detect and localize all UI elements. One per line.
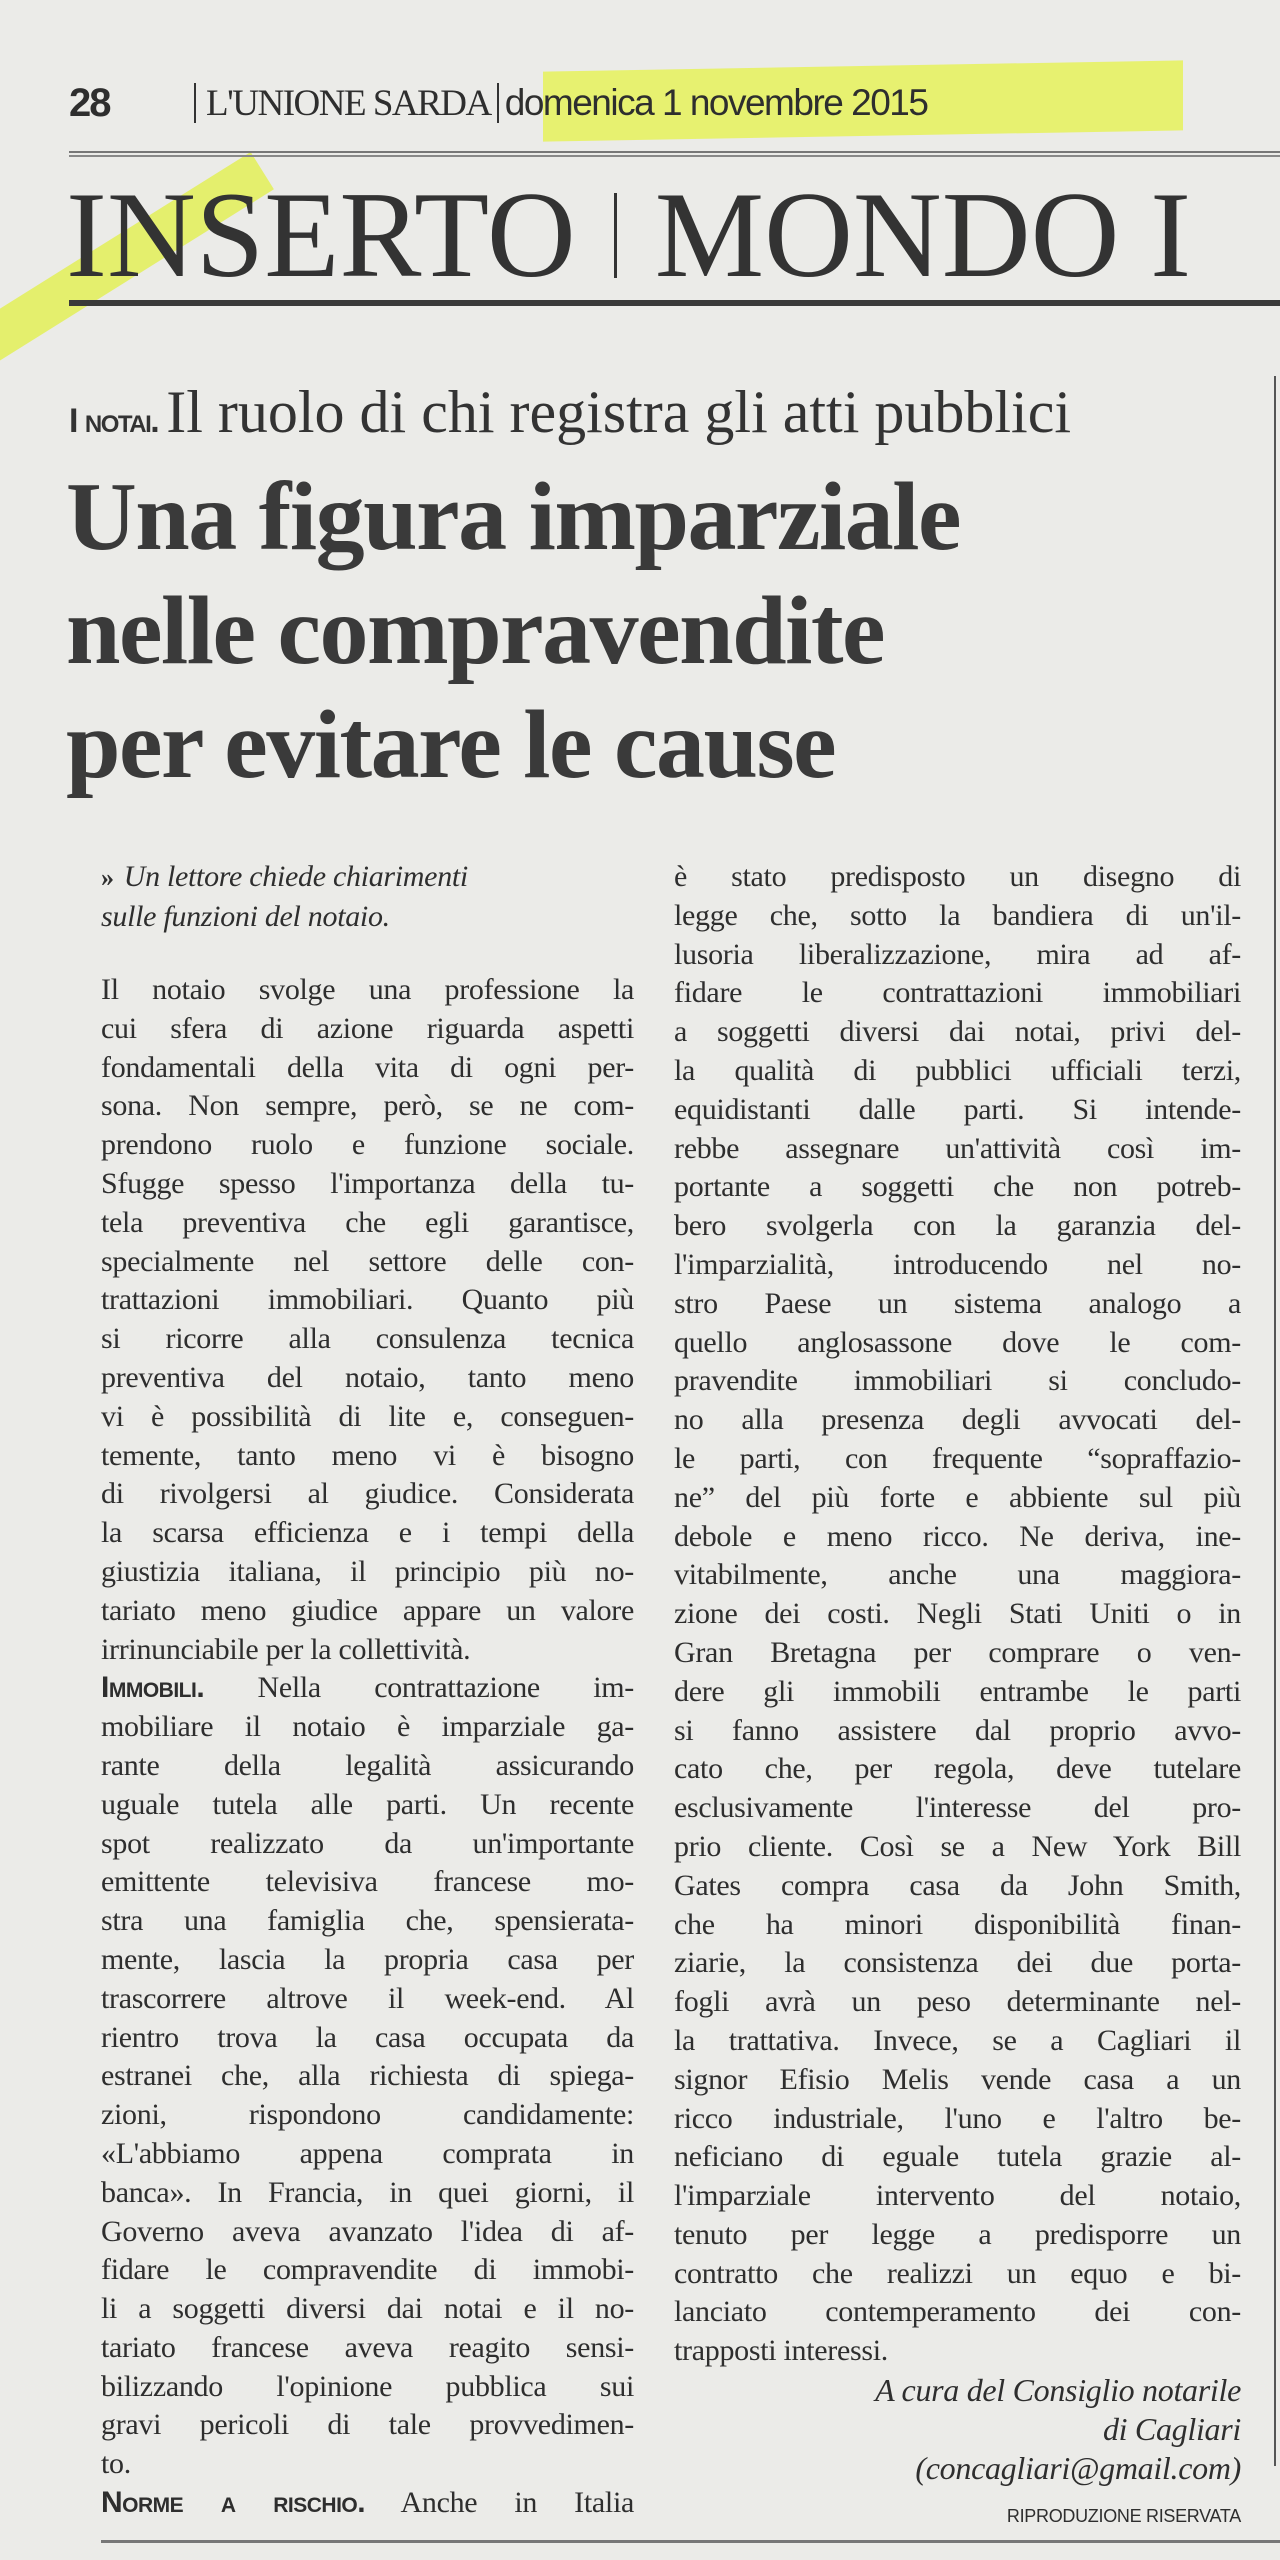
text-line <box>101 1165 634 1204</box>
line-text: ziarie, la consistenza dei due porta- <box>674 1946 1241 1980</box>
kicker-label: I notai. <box>69 402 159 440</box>
text-line <box>101 1359 634 1398</box>
line-text: sona. Non sempre, però, se ne com- <box>101 1089 634 1123</box>
line-text: signor Efisio Melis vende casa a un <box>674 2062 1241 2096</box>
text-line <box>674 1712 1241 1751</box>
line-text: tela preventiva che egli garantisce, <box>101 1205 634 1239</box>
column-rule <box>1274 376 1276 2466</box>
line-text: l'imparziale intervento del notaio, <box>674 2179 1241 2213</box>
line-text: Anche in Italia <box>365 2486 635 2520</box>
section-title-right: MONDO I <box>654 172 1192 297</box>
line-text: bilizzando l'opinione pubblica sui <box>101 2369 634 2403</box>
line-text: lanciato contemperamento dei con- <box>674 2295 1241 2329</box>
line-text: giustizia italiana, il principio più no- <box>101 1554 634 1588</box>
text-line <box>674 936 1241 975</box>
text-line <box>674 2216 1241 2255</box>
line-text: stra una famiglia che, spensierata- <box>101 1904 634 1938</box>
divider <box>194 83 196 123</box>
page-header <box>69 78 927 128</box>
line-text: vitabilmente, anche una maggiora- <box>674 1558 1241 1592</box>
text-line <box>674 2177 1241 2216</box>
section-rule <box>69 300 1280 306</box>
signature-line: A cura del Consiglio notarile <box>875 2372 1241 2409</box>
text-line <box>101 1825 634 1864</box>
line-text: esclusivamente l'interesse del pro- <box>674 1791 1241 1825</box>
line-text: mobiliare il notaio è imparziale ga- <box>101 1710 634 1744</box>
text-line <box>101 2484 634 2523</box>
text-line <box>674 1207 1241 1246</box>
text-line <box>674 1479 1241 1518</box>
issue-date: domenica 1 novembre 2015 <box>504 82 928 123</box>
text-line <box>674 1556 1241 1595</box>
line-text: trattazioni immobiliari. Quanto più <box>101 1283 634 1317</box>
line-text: zione dei costi. Negli Stati Uniti o in <box>674 1597 1241 1631</box>
text-line <box>101 1863 634 1902</box>
line-text: trascorrere altrove il week-end. Al <box>101 1981 634 2015</box>
text-line <box>674 1595 1241 1634</box>
line-text: tariato meno giudice appare un valore <box>101 1593 634 1627</box>
text-line <box>101 1747 634 1786</box>
text-line <box>674 1013 1241 1052</box>
line-text: li a soggetti diversi dai notai e il no- <box>101 2292 634 2326</box>
text-line <box>674 1828 1241 1867</box>
text-line <box>674 2100 1241 2139</box>
text-line <box>674 858 1241 897</box>
text-line <box>101 2445 634 2484</box>
line-text: estranei che, alla richiesta di spiega- <box>101 2059 634 2093</box>
divider <box>497 83 499 123</box>
text-line <box>101 2174 634 2213</box>
line-text: quello anglosassone dove le com- <box>674 1325 1241 1359</box>
text-line <box>101 1941 634 1980</box>
headline-line: Una figura imparziale <box>66 463 960 571</box>
line-text: mente, lascia la propria casa per <box>101 1942 634 1976</box>
text-line <box>101 2019 634 2058</box>
line-text: la scarsa efficienza e i tempi della <box>101 1516 634 1550</box>
text-line <box>101 2329 634 2368</box>
copyright-notice: RIPRODUZIONE RISERVATA <box>1006 2506 1241 2527</box>
text-line <box>101 2406 634 2445</box>
line-text: stro Paese un sistema analogo a <box>674 1286 1241 1320</box>
text-line <box>101 2213 634 2252</box>
line-text: legge che, sotto la bandiera di un'il- <box>674 898 1241 932</box>
text-line <box>101 1126 634 1165</box>
line-text: Gran Bretagna per comprare o ven- <box>674 1635 1241 1669</box>
text-line <box>101 1902 634 1941</box>
line-text: vi è possibilità di lite e, conseguen- <box>101 1399 634 1433</box>
text-line <box>674 1440 1241 1479</box>
text-line <box>101 2290 634 2329</box>
line-text: le parti, con frequente “sopraffazio- <box>674 1441 1241 1475</box>
article-intro <box>101 858 634 937</box>
line-text: a soggetti diversi dai notai, privi del- <box>674 1015 1241 1049</box>
headline <box>66 460 1256 802</box>
text-line <box>674 2255 1241 2294</box>
text-line <box>101 1243 634 1282</box>
line-text: la trattativa. Invece, se a Cagliari il <box>674 2023 1241 2057</box>
line-text: uguale tutela alle parti. Un recente <box>101 1787 634 1821</box>
line-text: pravendite immobiliari si concludo- <box>674 1364 1241 1398</box>
text-line <box>101 2096 634 2135</box>
header-rule <box>69 151 1280 157</box>
signature-line: di Cagliari <box>1102 2410 1241 2447</box>
text-line <box>674 974 1241 1013</box>
line-text: è stato predisposto un disegno di <box>674 860 1241 893</box>
text-line <box>674 1750 1241 1789</box>
line-text: fogli avrà un peso determinante nel- <box>674 1985 1241 2019</box>
text-line <box>101 2057 634 2096</box>
text-line <box>101 1669 634 1708</box>
text-line <box>674 2332 1241 2371</box>
line-text: preventiva del notaio, tanto meno <box>101 1360 634 1394</box>
line-text: rientro trova la casa occupata da <box>101 2020 634 2054</box>
text-line <box>674 1401 1241 1440</box>
line-text: Sfugge spesso l'importanza della tu- <box>101 1166 634 1200</box>
text-line <box>101 2368 634 2407</box>
divider <box>614 193 617 278</box>
paragraph-lead: Norme a rischio. <box>101 2486 366 2520</box>
text-line <box>674 1168 1241 1207</box>
section-title <box>66 172 1280 297</box>
text-line <box>674 1906 1241 1945</box>
text-line <box>101 1514 634 1553</box>
line-text: la qualità di pubblici ufficiali terzi, <box>674 1053 1241 1087</box>
line-text: spot realizzato da un'importante <box>101 1826 634 1860</box>
line-text: Nella contrattazione im- <box>204 1671 634 1705</box>
text-line <box>674 1324 1241 1363</box>
line-text: che ha minori disponibilità finan- <box>674 1907 1241 1941</box>
text-line <box>674 1789 1241 1828</box>
text-line <box>674 1246 1241 1285</box>
line-text: banca». In Francia, in quei giorni, il <box>101 2175 634 2209</box>
text-line <box>674 1944 1241 1983</box>
text-line <box>101 1281 634 1320</box>
text-line <box>674 1867 1241 1906</box>
line-text: fidare le compravendite di immobi- <box>101 2253 634 2287</box>
text-line <box>674 1518 1241 1557</box>
line-text: rante della legalità assicurando <box>101 1748 634 1782</box>
text-line <box>674 2293 1241 2332</box>
line-text: tenuto per legge a predisporre un <box>674 2217 1241 2251</box>
text-line <box>101 1320 634 1359</box>
line-text: equidistanti dalle parti. Si intende- <box>674 1092 1241 1126</box>
text-line <box>101 2135 634 2174</box>
line-text: to. <box>101 2447 131 2481</box>
line-text: temente, tanto meno vi è bisogno <box>101 1438 634 1472</box>
text-line <box>674 1285 1241 1324</box>
line-text: Gates compra casa da John Smith, <box>674 1868 1241 1902</box>
line-text: Governo aveva avanzato l'idea di af- <box>101 2214 634 2248</box>
bottom-rule <box>101 2540 1280 2543</box>
double-arrow-icon: » <box>101 863 114 892</box>
line-text: prio cliente. Così se a New York Bill <box>674 1829 1241 1863</box>
section-title-left: INSERTO <box>66 172 576 297</box>
line-text: specialmente nel settore delle con- <box>101 1244 634 1278</box>
line-text: irrinunciabile per la collettività. <box>101 1632 471 1666</box>
text-line <box>674 1091 1241 1130</box>
text-line <box>101 1087 634 1126</box>
line-text: trapposti interessi. <box>674 2334 888 2368</box>
text-line <box>674 2138 1241 2177</box>
text-line <box>674 1052 1241 1091</box>
text-line <box>674 897 1241 936</box>
line-text: debole e meno ricco. Ne deriva, ine- <box>674 1519 1241 1553</box>
line-text: si fanno assistere dal proprio avvo- <box>674 1713 1241 1747</box>
text-line <box>674 1673 1241 1712</box>
line-text: fondamentali della vita di ogni per- <box>101 1050 634 1084</box>
text-line <box>101 1049 634 1088</box>
text-line <box>101 1631 634 1670</box>
newspaper-name: L'UNIONE SARDA <box>206 82 491 124</box>
line-text: rebbe assegnare un'attività così im- <box>674 1131 1241 1165</box>
text-line <box>101 1980 634 2019</box>
line-text: tariato francese aveva reagito sensi- <box>101 2330 634 2364</box>
page-number: 28 <box>69 80 110 125</box>
text-line <box>101 1398 634 1437</box>
article-column-left <box>101 971 634 2523</box>
line-text: «L'abbiamo appena comprata in <box>101 2136 634 2170</box>
intro-line: Un lettore chiede chiarimenti <box>123 860 468 893</box>
line-text: gravi pericoli di tale provvedimen- <box>101 2408 634 2442</box>
line-text: ricco industriale, l'uno e l'altro be- <box>674 2101 1241 2135</box>
text-line <box>674 2022 1241 2061</box>
line-text: Il notaio svolge una professione la <box>101 973 634 1006</box>
article-column-right <box>674 858 1241 2531</box>
text-line <box>674 1634 1241 1673</box>
text-line <box>101 1786 634 1825</box>
text-line <box>101 2251 634 2290</box>
text-line <box>101 1010 634 1049</box>
line-text: bero svolgerla con la garanzia del- <box>674 1209 1241 1243</box>
headline-line: per evitare le cause <box>66 691 836 799</box>
text-line <box>101 1204 634 1243</box>
line-text: dere gli immobili entrambe le parti <box>674 1674 1241 1708</box>
kicker-text: Il ruolo di chi registra gli atti pubblici <box>166 379 1072 445</box>
text-line <box>674 1983 1241 2022</box>
line-text: cato che, per regola, deve tutelare <box>674 1752 1241 1786</box>
text-line <box>101 1437 634 1476</box>
text-line <box>674 1362 1241 1401</box>
line-text: fidare le contrattazioni immobiliari <box>674 976 1241 1010</box>
text-line <box>674 2061 1241 2100</box>
signature-email: (concagliari@gmail.com) <box>915 2449 1241 2486</box>
line-text: zioni, rispondono candidamente: <box>101 2098 634 2132</box>
text-line <box>101 971 634 1010</box>
intro-line: sulle funzioni del notaio. <box>101 899 390 933</box>
line-text: lusoria liberalizzazione, mira ad af- <box>674 937 1241 971</box>
text-line <box>101 1708 634 1747</box>
line-text: portante a soggetti che non potreb- <box>674 1170 1241 1204</box>
line-text: emittente televisiva francese mo- <box>101 1865 634 1899</box>
text-line <box>101 1553 634 1592</box>
text-line <box>101 1592 634 1631</box>
line-text: neficiano di eguale tutela grazie al- <box>674 2140 1241 2174</box>
line-text: l'imparzialità, introducendo nel no- <box>674 1247 1241 1281</box>
paragraph-lead: Immobili. <box>101 1671 205 1705</box>
line-text: cui sfera di azione riguarda aspetti <box>101 1011 634 1045</box>
line-text: contratto che realizzi un equo e bi- <box>674 2256 1241 2290</box>
text-line <box>674 1130 1241 1169</box>
text-line <box>101 1475 634 1514</box>
line-text: ne” del più forte e abbiente sul più <box>674 1480 1241 1514</box>
kicker <box>69 380 1071 453</box>
headline-line: nelle compravendite <box>66 577 884 685</box>
line-text: no alla presenza degli avvocati del- <box>674 1403 1241 1437</box>
line-text: di rivolgersi al giudice. Considerata <box>101 1477 634 1511</box>
line-text: prendono ruolo e funzione sociale. <box>101 1128 634 1162</box>
line-text: si ricorre alla consulenza tecnica <box>101 1322 634 1356</box>
